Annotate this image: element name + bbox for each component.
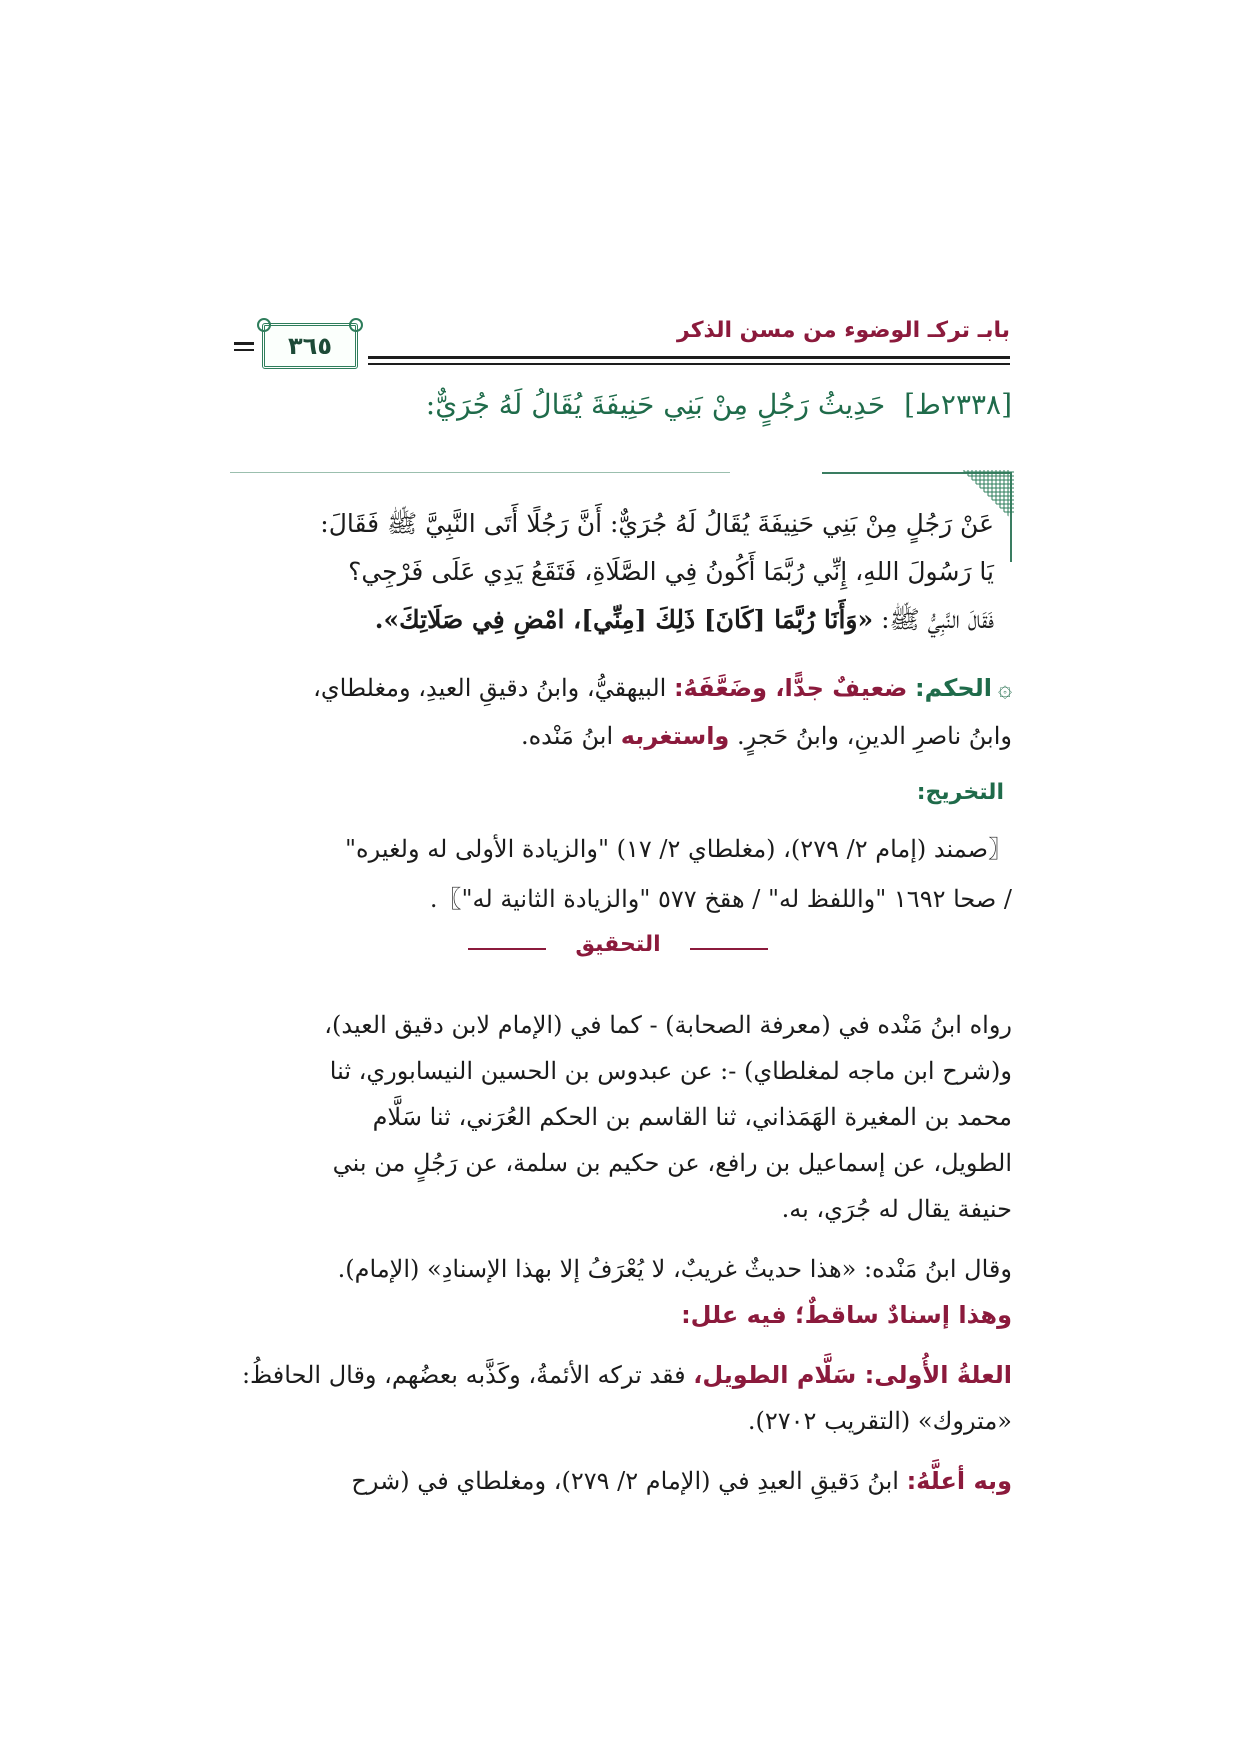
- header-rule-left-thin: [234, 349, 254, 351]
- takhrij-line: 〖صمند (إمام ٢/ ٢٧٩)، (مغلطاي ٢/ ١٧) "والزيادة الأولى له ولغيره": [344, 835, 1012, 863]
- ruling-line: [222, 664, 1012, 712]
- header-rule-left: [234, 342, 254, 345]
- ruling: [222, 664, 1012, 760]
- ruling-authorities: البيهقيُّ، وابنُ دقيقِ العيدِ، ومغلطاي،: [313, 674, 674, 702]
- study-line: «متروك» (التقريب ٢٧٠٢).: [747, 1407, 1012, 1435]
- takhrij-title: التخريج:: [916, 780, 1004, 805]
- page-header: [234, 318, 1010, 372]
- study-line: حنيفة يقال له جُرَي، به.: [781, 1195, 1012, 1223]
- study-line: الطويل، عن إسماعيل بن رافع، عن حكيم بن سلمة، عن رَجُلٍ من بني: [332, 1149, 1012, 1177]
- matn-text: [234, 500, 994, 644]
- matn-line: عَنْ رَجُلٍ مِنْ بَنِي حَنِيفَةَ يُقَالُ لَهُ جُرَيٌّ: أَنَّ رَجُلًا أَتَى النَّبِيَّ ﷺ فَقَالَ:: [320, 509, 994, 538]
- study-line: وقال ابنُ مَنْده: «هذا حديثٌ غريبٌ، لا يُعْرَفُ إلا بهذا الإسنادِ» (الإمام).: [337, 1255, 1012, 1283]
- study-line: محمد بن المغيرة الهَمَذاني، ثنا القاسم بن الحكم العُرَني، ثنا سَلَّام: [372, 1103, 1012, 1131]
- header-rule-right-thin: [368, 363, 1010, 365]
- cited-text: ابنُ دَقيقِ العيدِ في (الإمام ٢/ ٢٧٩)، ومغلطاي في (شرح: [351, 1467, 907, 1495]
- chapter-title: بابـ تركـ الوضوء من مسن الذكر: [677, 318, 1010, 343]
- illa-label: العلةُ الأُولى: سَلَّام الطويل،: [693, 1361, 1012, 1389]
- study-line: [222, 1352, 1012, 1398]
- flower-icon: ۞: [997, 674, 1012, 702]
- page-number: ٣٦٥: [288, 332, 332, 360]
- header-rule-right: [368, 356, 1010, 359]
- study-line: [222, 1458, 1012, 1504]
- ruling-value: ضعيفٌ جدًّا، وضَعَّفَهُ:: [673, 674, 908, 702]
- matn-top-rule: [230, 472, 730, 473]
- study-paragraph: [222, 1458, 1012, 1504]
- study-text: [222, 1002, 1012, 1518]
- matn-line: [234, 596, 994, 644]
- study-paragraph: [222, 1002, 1012, 1232]
- hadith-heading: [222, 388, 1012, 421]
- ruling-line2-end: ابنُ مَنْده.: [520, 722, 621, 750]
- ruling-line2-start: وابنُ ناصرِ الدينِ، وابنُ حَجرٍ.: [729, 722, 1012, 750]
- hadith-number: [٢٣٣٨ط]: [904, 388, 1012, 421]
- ruling-istaghrabahu: واستغربه: [620, 722, 730, 750]
- study-paragraph: [222, 1246, 1012, 1338]
- illa-text: فقد تركه الأئمةُ، وكَذَّبه بعضُهم، وقال الحافظُ:: [241, 1361, 694, 1389]
- ruling-line: [222, 712, 1012, 760]
- cited-label: وبه أعلَّهُ:: [906, 1467, 1012, 1495]
- page-number-frame: [262, 323, 358, 369]
- tahqiq-divider: [468, 932, 768, 966]
- takhrij-text: [222, 824, 1012, 924]
- ruling-label: الحكم:: [915, 674, 992, 702]
- study-line: و(شرح ابن ماجه لمغلطاي) -: عن عبدوس بن الحسين النيسابوري، ثنا: [329, 1057, 1012, 1085]
- study-line: رواه ابنُ مَنْده في (معرفة الصحابة) - كما في (الإمام لابن دقيق العيد)،: [324, 1011, 1012, 1039]
- tahqiq-title: التحقيق: [575, 932, 661, 957]
- matn-line: يَا رَسُولَ اللهِ، إِنِّي رُبَّمَا أَكُونُ فِي الصَّلَاةِ، فَتَقَعُ يَدِي عَلَى فَرْجِي؟: [348, 557, 994, 586]
- matn-quote: «وَأَنَا رُبَّمَا [كَانَ] ذَلِكَ [مِنِّي]، امْضِ فِي صَلَاتِكَ».: [374, 605, 874, 634]
- study-paragraph: [222, 1352, 1012, 1444]
- matn-box: [230, 472, 1012, 654]
- matn-line-intro: فَقَالَ النَّبِيُّ ﷺ:: [873, 605, 994, 634]
- hadith-title: حَدِيثُ رَجُلٍ مِنْ بَنِي حَنِيفَةَ يُقَالُ لَهُ جُرَيٌّ:: [425, 388, 886, 421]
- study-verdict: وهذا إسنادٌ ساقطٌ؛ فيه علل:: [681, 1301, 1012, 1329]
- takhrij-line: / صحا ١٦٩٢ "واللفظ له" / هقخ ٥٧٧ "والزيادة الثانية له"〗.: [429, 885, 1012, 913]
